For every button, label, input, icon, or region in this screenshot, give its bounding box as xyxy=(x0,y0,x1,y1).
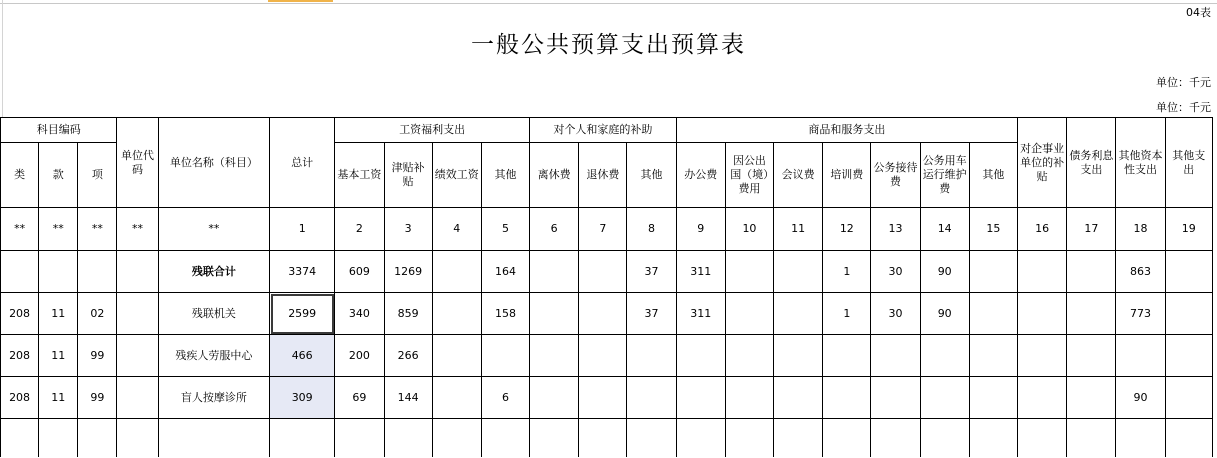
table-cell[interactable] xyxy=(432,335,481,377)
header-allowance: 津贴补贴 xyxy=(384,143,432,208)
table-cell[interactable]: 90 xyxy=(1116,377,1165,419)
table-cell[interactable]: 11 xyxy=(39,377,78,419)
form-number: 04表 xyxy=(1186,6,1211,19)
table-cell[interactable] xyxy=(39,419,78,457)
header-subject-code: 科目编码 xyxy=(1,118,117,143)
index-cell[interactable]: 18 xyxy=(1116,208,1165,251)
table-cell[interactable] xyxy=(117,377,158,419)
header-kuan: 款 xyxy=(39,143,78,208)
table-cell[interactable] xyxy=(774,251,823,293)
table-cell[interactable]: 1 xyxy=(823,251,871,293)
index-cell[interactable]: ** xyxy=(158,208,269,251)
index-cell[interactable]: 10 xyxy=(725,208,773,251)
header-enterprise-subsidy: 对企事业单位的补贴 xyxy=(1018,118,1067,208)
table-cell[interactable] xyxy=(1067,419,1116,457)
header-vehicle-expense: 公务用车运行维护费 xyxy=(920,143,969,208)
index-cell[interactable]: 2 xyxy=(335,208,384,251)
table-cell[interactable]: 208 xyxy=(1,335,39,377)
index-cell[interactable]: ** xyxy=(39,208,78,251)
table-cell[interactable] xyxy=(969,419,1017,457)
table-row xyxy=(1,377,1213,419)
index-cell[interactable]: 16 xyxy=(1018,208,1067,251)
table-cell[interactable] xyxy=(1018,251,1067,293)
table-cell[interactable] xyxy=(1,419,39,457)
table-cell[interactable] xyxy=(432,251,481,293)
table-cell[interactable] xyxy=(384,419,432,457)
table-cell[interactable] xyxy=(969,335,1017,377)
table-cell[interactable] xyxy=(481,335,529,377)
header-debt-interest: 债务利息支出 xyxy=(1067,118,1116,208)
table-cell[interactable] xyxy=(1018,335,1067,377)
table-cell[interactable] xyxy=(1165,377,1212,419)
index-row xyxy=(1,208,1213,251)
table-cell[interactable] xyxy=(627,377,676,419)
table-cell[interactable] xyxy=(725,251,773,293)
highlighted-cell[interactable]: 309 xyxy=(270,377,335,419)
table-cell[interactable] xyxy=(270,419,335,457)
index-cell[interactable]: 13 xyxy=(871,208,920,251)
table-cell[interactable] xyxy=(676,335,725,377)
header-salary-other: 其他 xyxy=(481,143,529,208)
table-cell-unit-name[interactable]: 残联合计 xyxy=(158,251,269,293)
header-row-groups xyxy=(1,118,1213,143)
table-cell[interactable]: 30 xyxy=(871,251,920,293)
table-cell[interactable] xyxy=(432,419,481,457)
table-cell[interactable] xyxy=(1165,419,1212,457)
table-cell[interactable] xyxy=(627,335,676,377)
table-cell[interactable]: 90 xyxy=(920,293,969,335)
table-cell[interactable] xyxy=(432,293,481,335)
table-cell-unit-name[interactable]: 残联机关 xyxy=(158,293,269,335)
table-cell[interactable] xyxy=(969,377,1017,419)
table-cell[interactable]: 144 xyxy=(384,377,432,419)
table-cell[interactable] xyxy=(871,419,920,457)
table-cell[interactable] xyxy=(920,335,969,377)
table-cell[interactable]: 863 xyxy=(1116,251,1165,293)
table-cell[interactable] xyxy=(117,293,158,335)
header-office-expense: 办公费 xyxy=(676,143,725,208)
table-cell[interactable]: 1 xyxy=(823,293,871,335)
table-cell[interactable] xyxy=(579,293,627,335)
table-cell[interactable] xyxy=(579,251,627,293)
table-cell[interactable] xyxy=(871,377,920,419)
table-cell[interactable] xyxy=(1067,293,1116,335)
index-cell[interactable]: 14 xyxy=(920,208,969,251)
table-cell[interactable] xyxy=(530,377,579,419)
table-cell[interactable]: 30 xyxy=(871,293,920,335)
header-training-expense: 培训费 xyxy=(823,143,871,208)
header-unit-code: 单位代码 xyxy=(117,118,158,208)
table-cell[interactable]: 208 xyxy=(1,377,39,419)
table-cell[interactable]: 11 xyxy=(39,293,78,335)
index-cell[interactable]: 19 xyxy=(1165,208,1212,251)
index-cell[interactable]: 9 xyxy=(676,208,725,251)
header-performance-pay: 绩效工资 xyxy=(432,143,481,208)
index-cell[interactable]: 11 xyxy=(774,208,823,251)
table-cell[interactable] xyxy=(579,377,627,419)
table-cell[interactable]: 11 xyxy=(39,335,78,377)
table-cell[interactable] xyxy=(530,335,579,377)
table-cell[interactable] xyxy=(1067,377,1116,419)
table-cell[interactable] xyxy=(1018,419,1067,457)
table-cell[interactable]: 164 xyxy=(481,251,529,293)
header-basic-salary: 基本工资 xyxy=(335,143,384,208)
table-cell[interactable] xyxy=(920,377,969,419)
table-cell[interactable] xyxy=(1165,293,1212,335)
table-cell[interactable]: 158 xyxy=(481,293,529,335)
table-cell[interactable] xyxy=(725,335,773,377)
header-personal-other: 其他 xyxy=(627,143,676,208)
table-cell[interactable] xyxy=(627,419,676,457)
table-cell[interactable] xyxy=(725,419,773,457)
table-cell[interactable]: 340 xyxy=(335,293,384,335)
table-cell[interactable] xyxy=(774,335,823,377)
table-cell[interactable]: 266 xyxy=(384,335,432,377)
table-cell[interactable] xyxy=(530,419,579,457)
table-cell[interactable] xyxy=(725,293,773,335)
table-cell[interactable]: 311 xyxy=(676,293,725,335)
header-abroad-expense: 因公出国（境）费用 xyxy=(725,143,773,208)
table-cell[interactable] xyxy=(1067,251,1116,293)
index-cell[interactable]: ** xyxy=(117,208,158,251)
header-other-capital: 其他资本性支出 xyxy=(1116,118,1165,208)
header-retirement: 退休费 xyxy=(579,143,627,208)
table-cell[interactable] xyxy=(78,419,117,457)
index-cell[interactable]: 17 xyxy=(1067,208,1116,251)
table-cell[interactable] xyxy=(823,335,871,377)
index-cell[interactable]: 4 xyxy=(432,208,481,251)
table-cell[interactable] xyxy=(676,377,725,419)
page-title: 一般公共预算支出预算表 xyxy=(471,32,746,58)
table-cell[interactable] xyxy=(969,251,1017,293)
table-cell[interactable] xyxy=(823,419,871,457)
index-cell[interactable]: 3 xyxy=(384,208,432,251)
index-cell[interactable]: 5 xyxy=(481,208,529,251)
table-cell[interactable] xyxy=(335,419,384,457)
index-cell[interactable]: 6 xyxy=(530,208,579,251)
unit-label: 单位：千元 xyxy=(1156,76,1211,89)
table-cell[interactable]: 99 xyxy=(78,335,117,377)
budget-table xyxy=(0,117,1213,457)
table-cell[interactable] xyxy=(579,419,627,457)
table-row xyxy=(1,293,1213,335)
header-total: 总计 xyxy=(270,118,335,208)
table-cell[interactable]: 773 xyxy=(1116,293,1165,335)
table-cell[interactable]: 37 xyxy=(627,293,676,335)
index-cell[interactable]: 15 xyxy=(969,208,1017,251)
table-cell[interactable] xyxy=(920,419,969,457)
table-cell[interactable] xyxy=(481,419,529,457)
table-cell[interactable] xyxy=(725,377,773,419)
selected-cell[interactable]: 2599 xyxy=(270,293,335,335)
table-cell[interactable]: 99 xyxy=(78,377,117,419)
header-lei: 类 xyxy=(1,143,39,208)
table-cell[interactable]: 69 xyxy=(335,377,384,419)
table-cell[interactable]: 208 xyxy=(1,293,39,335)
index-cell[interactable]: ** xyxy=(78,208,117,251)
table-cell[interactable] xyxy=(1067,335,1116,377)
index-cell[interactable]: ** xyxy=(1,208,39,251)
table-cell[interactable] xyxy=(823,377,871,419)
unit-label-repeat: 单位：千元 xyxy=(1156,101,1211,114)
table-cell[interactable] xyxy=(1116,335,1165,377)
table-cell[interactable] xyxy=(1165,335,1212,377)
table-cell[interactable] xyxy=(774,419,823,457)
header-retire-leave: 离休费 xyxy=(530,143,579,208)
index-cell[interactable]: 8 xyxy=(627,208,676,251)
table-cell[interactable] xyxy=(530,293,579,335)
index-cell[interactable]: 1 xyxy=(270,208,335,251)
header-meeting-expense: 会议费 xyxy=(774,143,823,208)
table-cell[interactable] xyxy=(78,251,117,293)
table-cell[interactable] xyxy=(530,251,579,293)
table-cell[interactable]: 02 xyxy=(78,293,117,335)
table-cell[interactable] xyxy=(158,419,269,457)
table-cell-unit-name[interactable]: 盲人按摩诊所 xyxy=(158,377,269,419)
table-cell[interactable]: 3374 xyxy=(270,251,335,293)
table-cell[interactable]: 6 xyxy=(481,377,529,419)
table-cell[interactable]: 609 xyxy=(335,251,384,293)
table-cell[interactable]: 200 xyxy=(335,335,384,377)
header-salary: 工资福利支出 xyxy=(335,118,530,143)
table-cell[interactable] xyxy=(432,377,481,419)
table-cell[interactable] xyxy=(676,419,725,457)
header-other-expense: 其他支出 xyxy=(1165,118,1212,208)
table-cell[interactable] xyxy=(871,335,920,377)
index-cell[interactable]: 12 xyxy=(823,208,871,251)
table-cell[interactable]: 37 xyxy=(627,251,676,293)
table-cell[interactable] xyxy=(579,335,627,377)
selected-column-marker xyxy=(268,0,333,2)
table-cell[interactable]: 859 xyxy=(384,293,432,335)
table-cell[interactable] xyxy=(117,251,158,293)
table-row-total xyxy=(1,251,1213,293)
header-unit-name: 单位名称（科目） xyxy=(158,118,269,208)
highlighted-cell[interactable]: 466 xyxy=(270,335,335,377)
column-header-strip xyxy=(0,0,1217,4)
table-cell[interactable]: 311 xyxy=(676,251,725,293)
table-cell[interactable] xyxy=(969,293,1017,335)
index-cell[interactable]: 7 xyxy=(579,208,627,251)
table-row-empty xyxy=(1,419,1213,457)
table-cell-unit-name[interactable]: 残疾人劳服中心 xyxy=(158,335,269,377)
table-cell[interactable] xyxy=(1018,377,1067,419)
table-cell[interactable] xyxy=(1,251,39,293)
table-cell[interactable] xyxy=(39,251,78,293)
header-personal-subsidy: 对个人和家庭的补助 xyxy=(530,118,677,143)
table-row xyxy=(1,335,1213,377)
header-reception-expense: 公务接待费 xyxy=(871,143,920,208)
table-cell[interactable] xyxy=(1116,419,1165,457)
table-cell[interactable] xyxy=(1165,251,1212,293)
table-cell[interactable] xyxy=(1018,293,1067,335)
header-xiang: 项 xyxy=(78,143,117,208)
header-goods-other: 其他 xyxy=(969,143,1017,208)
table-cell[interactable]: 90 xyxy=(920,251,969,293)
table-cell[interactable] xyxy=(774,377,823,419)
table-cell[interactable]: 1269 xyxy=(384,251,432,293)
header-goods-services: 商品和服务支出 xyxy=(676,118,1017,143)
table-cell[interactable] xyxy=(117,335,158,377)
table-cell[interactable] xyxy=(774,293,823,335)
table-cell[interactable] xyxy=(117,419,158,457)
